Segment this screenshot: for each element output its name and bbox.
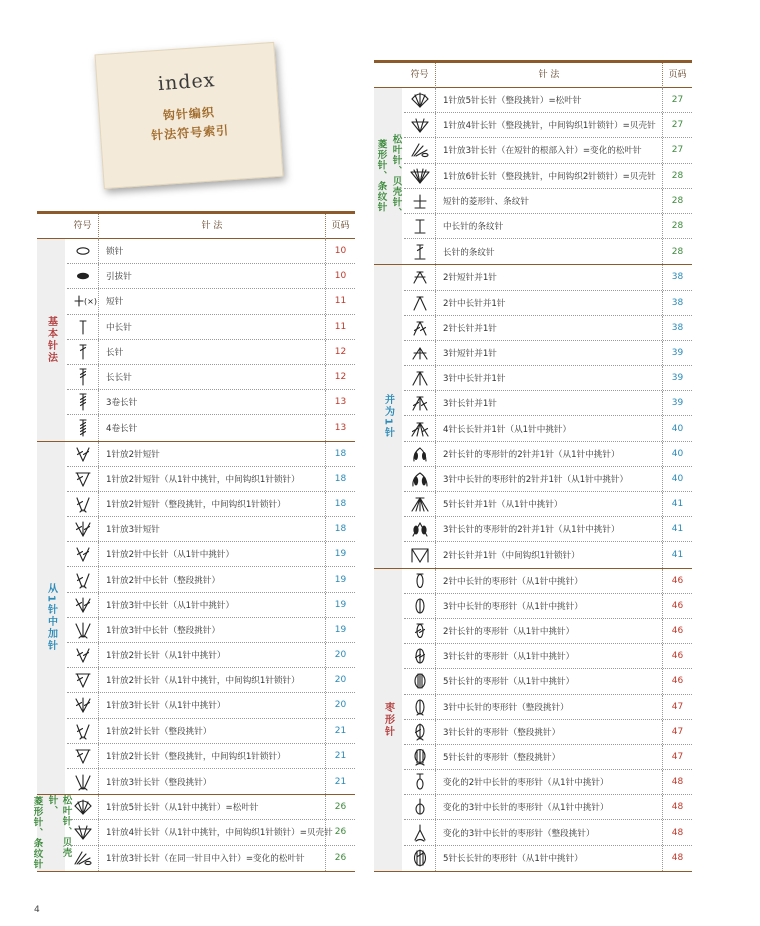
table-row <box>67 719 355 744</box>
category-text: 菱形针、条纹针 <box>375 139 387 213</box>
stitch-group <box>374 88 692 265</box>
table-row <box>67 239 355 264</box>
header-symbol: 符号 <box>73 221 92 231</box>
index-subtitle-1: 钩针编织 <box>162 105 216 123</box>
table-row <box>404 594 692 619</box>
page-ref: 38 <box>671 272 684 283</box>
dec-4-icon <box>404 416 435 440</box>
page-ref: 20 <box>334 650 347 661</box>
stitch-group <box>31 795 355 872</box>
header-page: 页码 <box>331 221 350 231</box>
fan-bar-icon <box>67 820 98 844</box>
category-text: 从1针中加针 <box>45 583 57 653</box>
category-label <box>374 88 402 264</box>
stitch-name: 引拔针 <box>98 264 326 288</box>
stitch-group <box>374 569 692 872</box>
puff-var-3-icon <box>404 795 435 819</box>
table-row <box>404 214 692 239</box>
stitch-name: 短针 <box>98 289 326 313</box>
stitch-name: 1针放2针长针（从1针中挑针） <box>98 643 326 667</box>
dec-puff-3-icon <box>404 467 435 491</box>
stitch-name: 1针放3针长针（在短针的根部入针）=变化的松叶针 <box>435 138 663 162</box>
table-row <box>67 567 355 592</box>
stitch-name: 5针长长针的枣形针（从1针中挑针） <box>435 846 663 871</box>
table-row <box>404 113 692 138</box>
page-ref: 46 <box>671 575 684 586</box>
dec-puff-3b-icon <box>404 517 435 541</box>
inc-3-icon <box>67 693 98 717</box>
inc-v-bar-icon <box>67 467 98 491</box>
table-row <box>404 442 692 467</box>
stitch-name: 5针长针并1针（从1针中挑针） <box>435 492 663 516</box>
page-ref: 18 <box>334 473 347 484</box>
header-method: 针 法 <box>435 63 663 88</box>
page-ref: 46 <box>671 626 684 637</box>
svg-text:(×): (×) <box>83 297 97 307</box>
table-row <box>404 492 692 517</box>
page-ref: 48 <box>671 853 684 864</box>
table-row <box>67 517 355 542</box>
page-ref: 21 <box>334 776 347 787</box>
table-row <box>67 492 355 517</box>
table-row <box>404 316 692 341</box>
table-row <box>67 744 355 769</box>
stitch-name: 3针长针并1针 <box>435 391 663 415</box>
table-row <box>67 643 355 668</box>
table-row <box>67 264 355 289</box>
category-text: 松叶针、贝壳针、 <box>390 134 402 219</box>
stitch-name: 长针的条纹针 <box>435 239 663 264</box>
stitch-name: 3针长针的枣形针（从1针中挑针） <box>435 644 663 668</box>
table-row <box>67 618 355 643</box>
page-ref: 10 <box>334 271 347 282</box>
bobble-2-icon <box>404 619 435 643</box>
stitch-name: 1针放5针长针（从1针中挑针）=松叶针 <box>98 795 326 819</box>
table-row <box>404 770 692 795</box>
stitch-name: 1针放2针长针（从1针中挑针，中间钩织1针锁针） <box>98 668 326 692</box>
chain-icon <box>67 239 98 263</box>
page-ref: 19 <box>334 599 347 610</box>
table-row <box>404 695 692 720</box>
stitch-name: 3针中长针并1针 <box>435 366 663 390</box>
page-ref: 13 <box>334 422 347 433</box>
page-ref: 38 <box>671 297 684 308</box>
right-index-table <box>374 60 692 872</box>
inc-3-icon <box>67 517 98 541</box>
triple-treble-icon <box>67 390 98 414</box>
inc-3-open-icon <box>67 769 98 794</box>
stitch-group <box>374 265 692 568</box>
table-row <box>67 467 355 492</box>
page-ref: 20 <box>334 675 347 686</box>
left-index-table <box>31 211 355 872</box>
category-text: 松叶针、贝壳针、 <box>46 795 72 859</box>
page-ref: 18 <box>334 448 347 459</box>
page-ref: 18 <box>334 524 347 535</box>
page-ref: 48 <box>671 802 684 813</box>
table-row <box>404 366 692 391</box>
stitch-name: 变化的3针中长针的枣形针（从1针中挑针） <box>435 795 663 819</box>
table-row <box>404 189 692 214</box>
page-ref: 26 <box>334 802 347 813</box>
page-ref: 13 <box>334 397 347 408</box>
table-row <box>67 315 355 340</box>
stitch-name: 3针长针的枣形针（整段挑针） <box>435 720 663 744</box>
category-label <box>37 442 65 795</box>
stitch-name: 2针长针并1针（中间钩织1针锁针） <box>435 542 663 567</box>
category-label <box>31 795 72 871</box>
table-row <box>404 569 692 594</box>
dec-2-icon <box>404 291 435 315</box>
category-label <box>374 569 402 871</box>
page-ref: 20 <box>334 700 347 711</box>
inc-v-icon <box>67 542 98 566</box>
page-ref: 47 <box>671 701 684 712</box>
table-row <box>404 138 692 163</box>
stitch-name: 1针放2针短针（从1针中挑针，中间钩织1针锁针） <box>98 467 326 491</box>
table-row <box>67 390 355 415</box>
stitch-name: 1针放3针长针（在同一针目中入针）=变化的松叶针 <box>98 846 326 871</box>
table-row <box>67 795 355 820</box>
page-ref: 46 <box>671 676 684 687</box>
dec-3-icon <box>404 366 435 390</box>
page-ref: 27 <box>671 145 684 156</box>
stitch-name: 变化的3针中长针的枣形针（整段挑针） <box>435 820 663 844</box>
stitch-name: 5针长针的枣形针（整段挑针） <box>435 745 663 769</box>
stitch-name: 1针放3针长针（整段挑针） <box>98 769 326 794</box>
table-row <box>404 745 692 770</box>
category-text: 基本针法 <box>45 315 57 364</box>
table-row <box>404 239 692 264</box>
page-ref: 47 <box>671 726 684 737</box>
fan-wide-icon <box>404 164 435 188</box>
category-text: 枣形针 <box>382 701 394 738</box>
page-number: 4 <box>34 905 40 915</box>
page-ref: 41 <box>671 499 684 510</box>
inc-v-icon <box>67 442 98 466</box>
page-ref: 48 <box>671 777 684 788</box>
quad-treble-icon <box>67 415 98 440</box>
category-text: 菱形针、条纹针 <box>31 796 43 870</box>
page-ref: 39 <box>671 373 684 384</box>
page-ref: 41 <box>671 549 684 560</box>
page-ref: 26 <box>334 827 347 838</box>
bobble-3-open-icon <box>404 720 435 744</box>
table-row <box>67 846 355 871</box>
fan-side-icon <box>404 138 435 162</box>
table-row <box>404 669 692 694</box>
dec-m-icon <box>404 542 435 567</box>
puff-var-2-icon <box>404 770 435 794</box>
page-ref: 46 <box>671 651 684 662</box>
puff-3-icon <box>404 594 435 618</box>
stitch-name: 3针中长针的枣形针的2针并1针（从1针中挑针） <box>435 467 663 491</box>
bobble-5-treble-icon <box>404 846 435 871</box>
stitch-name: 1针放4针长针（从1针中挑针，中间钩织1针锁针）=贝壳针 <box>98 820 326 844</box>
single-under-icon <box>404 189 435 213</box>
page-ref: 26 <box>334 853 347 864</box>
inc-v-open-icon <box>67 719 98 743</box>
page-ref: 19 <box>334 624 347 635</box>
dec-puff-2-icon <box>404 442 435 466</box>
table-row <box>404 542 692 567</box>
table-row <box>404 517 692 542</box>
index-subtitle-2: 针法符号索引 <box>150 123 230 143</box>
dec-3-short-icon <box>404 341 435 365</box>
table-row <box>404 720 692 745</box>
single-icon <box>67 289 98 313</box>
stitch-name: 3针长针的枣形针的2针并1针（从1针中挑针） <box>435 517 663 541</box>
page-ref: 28 <box>671 246 684 257</box>
page-ref: 21 <box>334 725 347 736</box>
table-row <box>67 365 355 390</box>
stitch-name: 3针中长针的枣形针（整段挑针） <box>435 695 663 719</box>
stitch-name: 短针的菱形针、条纹针 <box>435 189 663 213</box>
stitch-name: 1针放3针短针 <box>98 517 326 541</box>
table-header <box>374 60 692 88</box>
inc-v-icon <box>67 643 98 667</box>
table-row <box>67 442 355 467</box>
stitch-name: 中长针 <box>98 315 326 339</box>
page-ref: 27 <box>671 95 684 106</box>
inc-3-open-icon <box>67 618 98 642</box>
page-ref: 46 <box>671 600 684 611</box>
inc-3-icon <box>67 593 98 617</box>
stitch-name: 1针放2针长针（整段挑针） <box>98 719 326 743</box>
double-icon <box>67 340 98 364</box>
double-under-icon <box>404 239 435 264</box>
puff-3-open-icon <box>404 695 435 719</box>
stitch-name: 2针长针并1针 <box>435 316 663 340</box>
inc-v-open-icon <box>67 492 98 516</box>
table-row <box>404 391 692 416</box>
stitch-group <box>37 239 355 442</box>
page-ref: 48 <box>671 827 684 838</box>
header-method: 针 法 <box>98 214 326 239</box>
stitch-name: 长针 <box>98 340 326 364</box>
stitch-name: 2针长针的枣形针的2针并1针（从1针中挑针） <box>435 442 663 466</box>
table-row <box>404 164 692 189</box>
table-row <box>67 693 355 718</box>
page-ref: 11 <box>334 296 347 307</box>
stitch-name: 变化的2针中长针的枣形针（从1针中挑针） <box>435 770 663 794</box>
stitch-name: 2针短针并1针 <box>435 265 663 289</box>
table-row <box>404 644 692 669</box>
puff-2-icon <box>404 569 435 593</box>
stitch-name: 1针放2针长针（整段挑针，中间钩织1针锁针） <box>98 744 326 768</box>
page-ref: 40 <box>671 473 684 484</box>
page-ref: 10 <box>334 246 347 257</box>
category-label <box>37 239 65 441</box>
stitch-name: 长长针 <box>98 365 326 389</box>
table-row <box>404 619 692 644</box>
page-ref: 18 <box>334 498 347 509</box>
table-row <box>67 289 355 314</box>
half-double-under-icon <box>404 214 435 238</box>
stitch-name: 1针放2针短针（整段挑针，中间钩织1针锁针） <box>98 492 326 516</box>
stitch-name: 1针放3针中长针（整段挑针） <box>98 618 326 642</box>
page-ref: 28 <box>671 195 684 206</box>
stitch-name: 2针中长针的枣形针（从1针中挑针） <box>435 569 663 593</box>
table-row <box>404 467 692 492</box>
dec-2-bar-icon <box>404 316 435 340</box>
stitch-group <box>37 442 355 796</box>
bobble-5-icon <box>404 669 435 693</box>
table-row <box>404 795 692 820</box>
table-row <box>67 769 355 794</box>
page-ref: 27 <box>671 120 684 131</box>
stitch-name: 4针长长针并1针（从1针中挑针） <box>435 416 663 440</box>
page-ref: 19 <box>334 574 347 585</box>
page-ref: 28 <box>671 170 684 181</box>
table-row <box>67 415 355 440</box>
bobble-3-icon <box>404 644 435 668</box>
stitch-name: 中长针的条纹针 <box>435 214 663 238</box>
table-row <box>404 291 692 316</box>
half-double-icon <box>67 315 98 339</box>
page-ref: 12 <box>334 372 347 383</box>
slip-icon <box>67 264 98 288</box>
stitch-name: 3针中长针的枣形针（从1针中挑针） <box>435 594 663 618</box>
stitch-name: 锁针 <box>98 239 326 263</box>
page-ref: 40 <box>671 423 684 434</box>
stitch-name: 1针放6针长针（整段挑针，中间钩织2针锁针）=贝壳针 <box>435 164 663 188</box>
table-row <box>404 846 692 871</box>
dec-5-icon <box>404 492 435 516</box>
table-row <box>67 668 355 693</box>
stitch-name: 1针放2针中长针（整段挑针） <box>98 567 326 591</box>
page-ref: 39 <box>671 398 684 409</box>
page-ref: 47 <box>671 751 684 762</box>
dec-3-bar-icon <box>404 391 435 415</box>
stitch-name: 1针放5针长针（整段挑针）=松叶针 <box>435 88 663 112</box>
page-ref: 41 <box>671 524 684 535</box>
header-page: 页码 <box>668 70 687 80</box>
table-row <box>404 416 692 441</box>
table-row <box>67 820 355 845</box>
stitch-name: 2针长针的枣形针（从1针中挑针） <box>435 619 663 643</box>
page-ref: 21 <box>334 750 347 761</box>
stitch-name: 3针短针并1针 <box>435 341 663 365</box>
table-row <box>404 265 692 290</box>
stitch-name: 2针中长针并1针 <box>435 291 663 315</box>
bobble-5-open-icon <box>404 745 435 769</box>
fan-icon <box>404 88 435 112</box>
dec-2-short-icon <box>404 265 435 289</box>
inc-v-bar-icon <box>67 668 98 692</box>
fan-bar-icon <box>404 113 435 137</box>
stitch-name: 1针放4针长针（整段挑针，中间钩织1针锁针）=贝壳针 <box>435 113 663 137</box>
stitch-name: 4卷长针 <box>98 415 326 440</box>
page-ref: 39 <box>671 347 684 358</box>
fan-side-icon <box>67 846 98 871</box>
table-row <box>67 593 355 618</box>
page-ref: 40 <box>671 448 684 459</box>
table-header <box>37 211 355 239</box>
stitch-name: 1针放2针短针 <box>98 442 326 466</box>
index-title-card <box>95 42 284 189</box>
table-row <box>67 542 355 567</box>
stitch-name: 3卷长针 <box>98 390 326 414</box>
page-ref: 38 <box>671 322 684 333</box>
index-title: index <box>157 69 217 96</box>
stitch-name: 1针放3针中长针（从1针中挑针） <box>98 593 326 617</box>
table-row <box>67 340 355 365</box>
puff-var-3-open-icon <box>404 820 435 844</box>
category-text: 并为1针 <box>382 393 394 439</box>
stitch-name: 5针长针的枣形针（从1针中挑针） <box>435 669 663 693</box>
page-ref: 19 <box>334 549 347 560</box>
treble-icon <box>67 365 98 389</box>
table-row <box>404 88 692 113</box>
page-ref: 28 <box>671 221 684 232</box>
stitch-name: 1针放3针长针（从1针中挑针） <box>98 693 326 717</box>
category-label <box>374 265 402 567</box>
page-ref: 11 <box>334 321 347 332</box>
fan-icon <box>67 795 98 819</box>
stitch-name: 1针放2针中长针（从1针中挑针） <box>98 542 326 566</box>
page-ref: 12 <box>334 346 347 357</box>
inc-v-open-icon <box>67 567 98 591</box>
table-row <box>404 341 692 366</box>
table-row <box>404 820 692 845</box>
header-symbol: 符号 <box>410 70 429 80</box>
inc-v-bar-icon <box>67 744 98 768</box>
